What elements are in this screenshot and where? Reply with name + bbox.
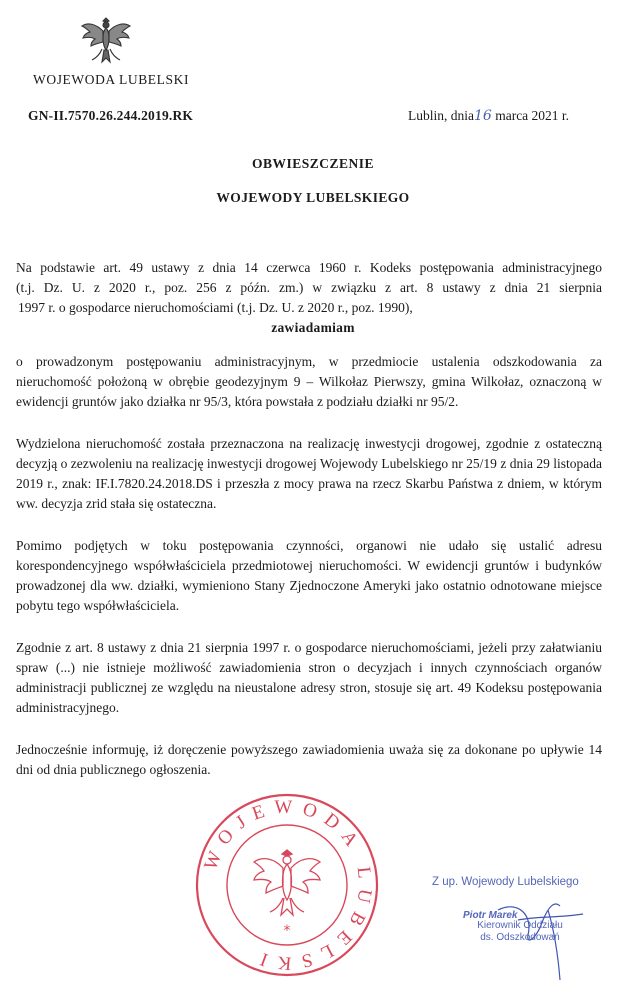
signature-on-behalf: Z up. Wojewody Lubelskiego	[432, 876, 579, 888]
stamp-eagle-icon	[254, 850, 320, 915]
legal-basis-line-3: 1997 r. o gospodarce nieruchomościami (t.j. Dz. U. z 2020 r., poz. 1990),	[18, 300, 413, 315]
eagle-emblem-icon	[78, 14, 134, 66]
reference-number: GN-II.7570.26.244.2019.RK	[28, 108, 194, 123]
stamp-star: *	[283, 923, 291, 939]
place-date-suffix: marca 2021 r.	[495, 108, 570, 123]
signatory-name: Piotr Marek	[463, 910, 518, 921]
handwritten-day: 16	[474, 108, 492, 124]
legal-basis-paragraph	[16, 258, 602, 318]
legal-basis-line-1: Na podstawie art. 49 ustawy z dnia 14 czerwca 1960 r. Kodeks postępowania administracyjnego	[16, 260, 602, 275]
announcement-keyword: zawiadamiam	[271, 320, 355, 335]
official-stamp	[192, 790, 382, 980]
signatory-role-line-2: ds. Odszkodowań	[480, 932, 560, 943]
document-title: OBWIESZCZENIE	[251, 156, 375, 171]
investment-paragraph: Wydzielona nieruchomość została przeznaczona na realizację inwestycji drogowej, zgodnie z ostateczną decyzją o zezwoleniu na realizację inwestycji drogowej Wojewody Lubelskiego nr 25/19 z dnia 29 listopada 2019 r., znak: IF.I.7820.24.2018.DS i przeszła z mocy prawa na rzecz Skarbu Państwa z dniem, w którym ww. decyzja zrid stała się ostateczna.	[16, 436, 602, 511]
issuing-office-name: WOJEWODA LUBELSKI	[33, 72, 190, 87]
stamp-text: WOJEWODA LUBELSKI	[200, 796, 376, 974]
delivery-notice-paragraph: Jednocześnie informuję, iż doręczenie powyższego zawiadomienia uważa się za dokonane po upływie 14 dni od dnia publicznego ogłoszenia.	[16, 742, 602, 777]
address-paragraph: Pomimo podjętych w toku postępowania czynności, organowi nie udało się ustalić adresu korespondencyjnego współwłaściciela przedmiotowej nieruchomości. W ewidencji gruntów i budynków prowadzonej dla ww. działki, wymieniono Stany Zjednoczone Ameryki jako ostatnio odnotowane miejsce pobytu tego współwłaściciela.	[16, 538, 602, 613]
place-and-date	[408, 108, 569, 124]
legal-provision-paragraph: Zgodnie z art. 8 ustawy z dnia 21 sierpnia 1997 r. o gospodarce nieruchomościami, jeżeli przy załatwianiu spraw (...) nie istnieje możliwość zawiadomienia stron o decyzjach i innych czynnościach organów administracji publicznej ze względu na nieustalone adresy stron, stosuje się art. 49 Kodeksu postępowania administracyjnego.	[16, 640, 602, 715]
proceedings-paragraph: o prowadzonym postępowaniu administracyjnym, w przedmiocie ustalenia odszkodowania za nieruchomość położoną w obrębie geodezyjnym 9 – Wilkołaz Pierwszy, gmina Wilkołaz, oznaczoną w ewidencji gruntów jako działka nr 95/3, która powstała z podziału działki nr 95/2.	[16, 354, 602, 409]
legal-basis-line-2: (t.j. Dz. U. z 2020 r., poz. 256 z późn. zm.) w związku z art. 8 ustawy z dnia 21 sierpnia	[16, 280, 602, 295]
signatory-role-line-1: Kierownik Oddziału	[477, 920, 563, 931]
place-date-prefix: Lublin, dnia	[408, 108, 474, 123]
signatory-role	[460, 920, 580, 944]
signature-block	[408, 870, 618, 990]
document-subtitle: WOJEWODY LUBELSKIEGO	[216, 190, 410, 205]
